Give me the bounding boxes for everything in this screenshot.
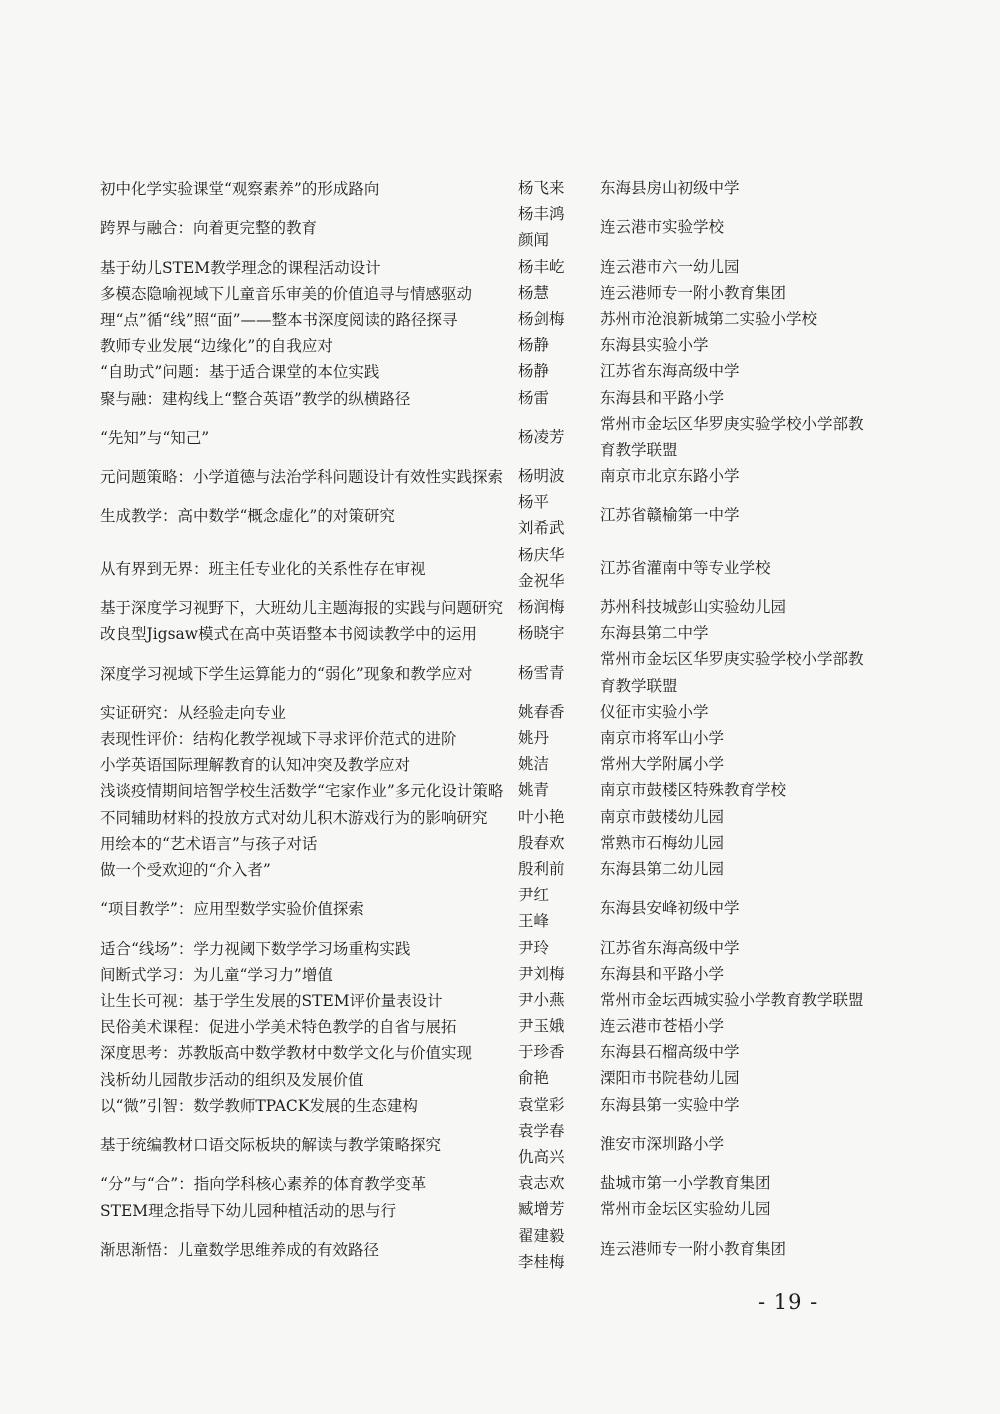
author-cell	[518, 1013, 600, 1039]
school-name: 东海县安峰初级中学	[600, 899, 740, 918]
paper-title: 教师专业发展“边缘化”的自我应对	[100, 337, 333, 356]
author-name: 杨润梅	[518, 598, 565, 617]
author-cell	[518, 594, 600, 620]
author-name: 臧增芳	[518, 1200, 565, 1219]
author-name: 杨雪青	[518, 663, 565, 682]
author-name: 姚丹	[518, 729, 550, 748]
school-name: 连云港师专一附小教育集团	[600, 1239, 787, 1258]
author-cell	[518, 1092, 600, 1118]
school-cell	[600, 1039, 880, 1065]
school-cell	[600, 502, 880, 528]
school-cell	[600, 620, 880, 646]
author-name: 袁志欢	[518, 1174, 565, 1193]
author-cell	[518, 882, 600, 934]
school-cell	[600, 699, 880, 725]
school-cell	[600, 555, 880, 581]
table-row	[100, 1013, 880, 1039]
table-row	[100, 856, 880, 882]
school-name: 常州市金坛区华罗庚实验学校小学部教	[600, 414, 864, 433]
school-cell	[600, 358, 880, 384]
school-name: 东海县房山初级中学	[600, 179, 740, 197]
author-name: 杨晓宇	[518, 624, 565, 643]
paper-title: 渐思渐悟：儿童数学思维养成的有效路径	[100, 1240, 380, 1259]
school-cell	[600, 961, 880, 987]
school-name: 东海县第二中学	[600, 624, 709, 643]
school-name: 连云港市六一幼儿园	[600, 257, 740, 276]
school-cell	[600, 1170, 880, 1196]
author-name: 杨明波	[518, 467, 565, 486]
table-row	[100, 306, 880, 332]
author-name: 殷春欢	[518, 833, 565, 852]
paper-title: 表现性评价：结构化教学视域下寻求评价范式的进阶	[100, 730, 457, 749]
paper-title: 民俗美术课程：促进小学美术特色教学的自省与展拓	[100, 1018, 457, 1037]
author-cell	[518, 1170, 600, 1196]
school-name: 东海县第二幼儿园	[600, 859, 725, 878]
school-name: 江苏省东海高级中学	[600, 938, 740, 957]
author-cell	[518, 1196, 600, 1222]
school-cell	[600, 175, 880, 201]
paper-title: 实证研究：从经验走向专业	[100, 703, 287, 722]
paper-title: 间断式学习：为儿童“学习力”增值	[100, 965, 333, 984]
table-row	[100, 358, 880, 384]
school-cell	[600, 777, 880, 803]
school-name: 连云港市实验学校	[600, 218, 725, 237]
paper-title: 理“点”循“线”照“面”——整本书深度阅读的路径探寻	[100, 311, 458, 330]
table-row	[100, 1039, 880, 1065]
table-row	[100, 280, 880, 306]
paper-title: “分”与“合”：指向学科核心素养的体育教学变革	[100, 1175, 427, 1194]
author-name: 俞艳	[518, 1069, 550, 1088]
school-name: 连云港市苍梧小学	[600, 1017, 725, 1036]
school-name: 盐城市第一小学教育集团	[600, 1174, 771, 1193]
author-cell	[518, 489, 600, 541]
school-cell	[600, 332, 880, 358]
paper-title: 聚与融：建构线上“整合英语”教学的纵横路径	[100, 389, 411, 408]
table-row	[100, 385, 880, 411]
school-name: 南京市鼓楼区特殊教育学校	[600, 781, 787, 800]
school-name: 东海县第一实验中学	[600, 1095, 740, 1114]
author-name: 杨慧	[518, 283, 550, 302]
paper-title: 浅析幼儿园散步活动的组织及发展价值	[100, 1070, 364, 1089]
author-name: 杨平	[518, 493, 550, 512]
school-cell	[600, 594, 880, 620]
table-row	[100, 620, 880, 646]
table-row	[100, 411, 880, 463]
table-row	[100, 882, 880, 934]
school-cell	[600, 856, 880, 882]
table-row	[100, 935, 880, 961]
paper-title: 跨界与融合：向着更完整的教育	[100, 219, 318, 238]
school-name: 南京市将军山小学	[600, 729, 725, 748]
paper-title: 浅谈疫情期间培智学校生活数学“宅家作业”多元化设计策略	[100, 782, 504, 801]
school-cell	[600, 830, 880, 856]
school-name: 东海县和平路小学	[600, 964, 725, 983]
table-row	[100, 332, 880, 358]
table-row	[100, 804, 880, 830]
author-name: 姚春香	[518, 702, 565, 721]
author-name: 仇高兴	[518, 1148, 565, 1167]
school-name: 南京市鼓楼幼儿园	[600, 807, 725, 826]
school-name: 仪征市实验小学	[600, 702, 709, 721]
school-cell	[600, 804, 880, 830]
author-cell	[518, 804, 600, 830]
author-name: 杨丰屹	[518, 257, 565, 276]
author-name: 颜闻	[518, 231, 550, 250]
school-name: 育教学联盟	[600, 676, 678, 695]
author-name: 杨静	[518, 362, 550, 381]
school-cell	[600, 1131, 880, 1157]
paper-title: “自助式”问题：基于适合课堂的本位实践	[100, 363, 380, 382]
paper-title: 生成教学：高中数学“概念虚化”的对策研究	[100, 507, 395, 526]
author-cell	[518, 332, 600, 358]
author-cell	[518, 1065, 600, 1091]
table-row	[100, 1118, 880, 1170]
table-row	[100, 777, 880, 803]
school-cell	[600, 1013, 880, 1039]
table-row	[100, 542, 880, 594]
paper-title: “先知”与“知己”	[100, 428, 210, 447]
author-name: 叶小艳	[518, 807, 565, 826]
author-name: 姚青	[518, 781, 550, 800]
author-cell	[518, 935, 600, 961]
paper-title: 初中化学实验课堂“观察素养”的形成路向	[100, 180, 380, 199]
page-number: - 19 -	[758, 1290, 819, 1314]
table-row	[100, 594, 880, 620]
school-cell	[600, 935, 880, 961]
author-cell	[518, 987, 600, 1013]
paper-title: 多模态隐喻视域下儿童音乐审美的价值追寻与情感驱动	[100, 284, 473, 303]
paper-title: 适合“线场”：学力视阈下数学学习场重构实践	[100, 939, 411, 958]
author-name: 尹刘梅	[518, 964, 565, 983]
author-name: 尹小燕	[518, 990, 565, 1009]
table-row	[100, 1092, 880, 1118]
school-name: 东海县石榴高级中学	[600, 1043, 740, 1062]
paper-title: 深度学习视域下学生运算能力的“弱化”现象和教学应对	[100, 664, 473, 683]
school-name: 江苏省灌南中等专业学校	[600, 558, 771, 577]
author-name: 杨飞来	[518, 179, 565, 197]
table-row	[100, 751, 880, 777]
table-row	[100, 699, 880, 725]
author-cell	[518, 856, 600, 882]
author-cell	[518, 961, 600, 987]
author-cell	[518, 1039, 600, 1065]
table-row	[100, 1065, 880, 1091]
school-name: 常州大学附属小学	[600, 755, 725, 774]
author-name: 李桂梅	[518, 1252, 565, 1271]
school-cell	[600, 411, 880, 463]
author-cell	[518, 699, 600, 725]
school-cell	[600, 751, 880, 777]
author-cell	[518, 660, 600, 686]
paper-title: “项目教学”：应用型数学实验价值探索	[100, 900, 364, 919]
author-name: 杨庆华	[518, 545, 565, 564]
school-name: 江苏省东海高级中学	[600, 362, 740, 381]
author-cell	[518, 201, 600, 253]
table-row	[100, 646, 880, 698]
author-name: 尹玲	[518, 938, 550, 957]
author-cell	[518, 280, 600, 306]
school-name: 常州市金坛西城实验小学教育教学联盟	[600, 990, 864, 1009]
school-cell	[600, 1092, 880, 1118]
author-cell	[518, 385, 600, 411]
table-row	[100, 1170, 880, 1196]
author-cell	[518, 725, 600, 751]
table-row	[100, 175, 880, 201]
table-row	[100, 1223, 880, 1275]
author-name: 袁学春	[518, 1121, 565, 1140]
author-cell	[518, 542, 600, 594]
school-cell	[600, 280, 880, 306]
school-name: 南京市北京东路小学	[600, 467, 740, 486]
paper-title: 从有界到无界：班主任专业化的关系性存在审视	[100, 559, 426, 578]
school-name: 常州市金坛区实验幼儿园	[600, 1200, 771, 1219]
author-cell	[518, 620, 600, 646]
table-row	[100, 961, 880, 987]
school-cell	[600, 214, 880, 240]
table-row	[100, 987, 880, 1013]
author-name: 杨丰鸿	[518, 205, 565, 224]
paper-title: 以“微”引智：数学教师TPACK发展的生态建构	[100, 1096, 418, 1115]
author-name: 刘希武	[518, 519, 565, 538]
author-cell	[518, 463, 600, 489]
author-name: 翟建毅	[518, 1226, 565, 1245]
author-name: 杨雷	[518, 388, 550, 407]
paper-title: 基于深度学习视野下，大班幼儿主题海报的实践与问题研究	[100, 599, 504, 618]
table-row	[100, 463, 880, 489]
school-name: 江苏省赣榆第一中学	[600, 506, 740, 525]
author-cell	[518, 175, 600, 201]
author-cell	[518, 358, 600, 384]
paper-title: 基于统编教材口语交际板块的解读与教学策略探究	[100, 1136, 442, 1155]
school-name: 东海县和平路小学	[600, 388, 725, 407]
school-name: 东海县实验小学	[600, 336, 709, 355]
school-cell	[600, 725, 880, 751]
author-name: 尹玉娥	[518, 1017, 565, 1036]
school-cell	[600, 895, 880, 921]
paper-title: 基于幼儿STEM教学理念的课程活动设计	[100, 258, 381, 277]
school-cell	[600, 306, 880, 332]
author-cell	[518, 777, 600, 803]
school-cell	[600, 463, 880, 489]
paper-title: 小学英语国际理解教育的认知冲突及教学应对	[100, 756, 411, 775]
author-name: 金祝华	[518, 571, 565, 590]
author-cell	[518, 751, 600, 777]
author-cell	[518, 830, 600, 856]
table-row	[100, 830, 880, 856]
author-name: 于珍香	[518, 1043, 565, 1062]
school-cell	[600, 385, 880, 411]
author-name: 杨剑梅	[518, 309, 565, 328]
paper-title: 改良型Jigsaw模式在高中英语整本书阅读教学中的运用	[100, 625, 478, 644]
school-name: 溧阳市书院巷幼儿园	[600, 1069, 740, 1088]
author-name: 袁堂彩	[518, 1095, 565, 1114]
school-cell	[600, 987, 880, 1013]
school-cell	[600, 646, 880, 698]
paper-title: 元问题策略：小学道德与法治学科问题设计有效性实践探索	[100, 468, 504, 487]
author-cell	[518, 424, 600, 450]
school-cell	[600, 1196, 880, 1222]
author-name: 杨静	[518, 336, 550, 355]
paper-title: 深度思考：苏教版高中数学教材中数学文化与价值实现	[100, 1044, 473, 1063]
school-name: 常熟市石梅幼儿园	[600, 833, 725, 852]
author-cell	[518, 254, 600, 280]
school-cell	[600, 254, 880, 280]
table-row	[100, 254, 880, 280]
author-name: 杨凌芳	[518, 427, 565, 446]
paper-title: STEM理念指导下幼儿园种植活动的思与行	[100, 1201, 397, 1220]
school-name: 淮安市深圳路小学	[600, 1134, 725, 1153]
school-name: 育教学联盟	[600, 440, 678, 459]
table-row	[100, 489, 880, 541]
paper-title: 让生长可视：基于学生发展的STEM评价量表设计	[100, 992, 443, 1010]
school-name: 常州市金坛区华罗庚实验学校小学部教	[600, 650, 864, 669]
paper-title: 不同辅助材料的投放方式对幼儿积木游戏行为的影响研究	[100, 808, 488, 827]
table-row	[100, 1196, 880, 1222]
author-name: 殷利前	[518, 859, 565, 878]
school-name: 苏州科技城彭山实验幼儿园	[600, 598, 787, 617]
paper-title: 用绘本的“艺术语言”与孩子对话	[100, 834, 318, 853]
paper-title: 做一个受欢迎的“介入者”	[100, 861, 271, 880]
school-cell	[600, 1236, 880, 1262]
award-list-table	[100, 175, 880, 1275]
table-row	[100, 201, 880, 253]
author-cell	[518, 1223, 600, 1275]
author-cell	[518, 1118, 600, 1170]
author-name: 尹红	[518, 886, 550, 905]
school-name: 苏州市沧浪新城第二实验小学校	[600, 309, 818, 328]
table-row	[100, 725, 880, 751]
school-name: 连云港师专一附小教育集团	[600, 283, 787, 302]
author-name: 姚洁	[518, 755, 550, 774]
school-cell	[600, 1065, 880, 1091]
author-cell	[518, 306, 600, 332]
author-name: 王峰	[518, 912, 550, 931]
